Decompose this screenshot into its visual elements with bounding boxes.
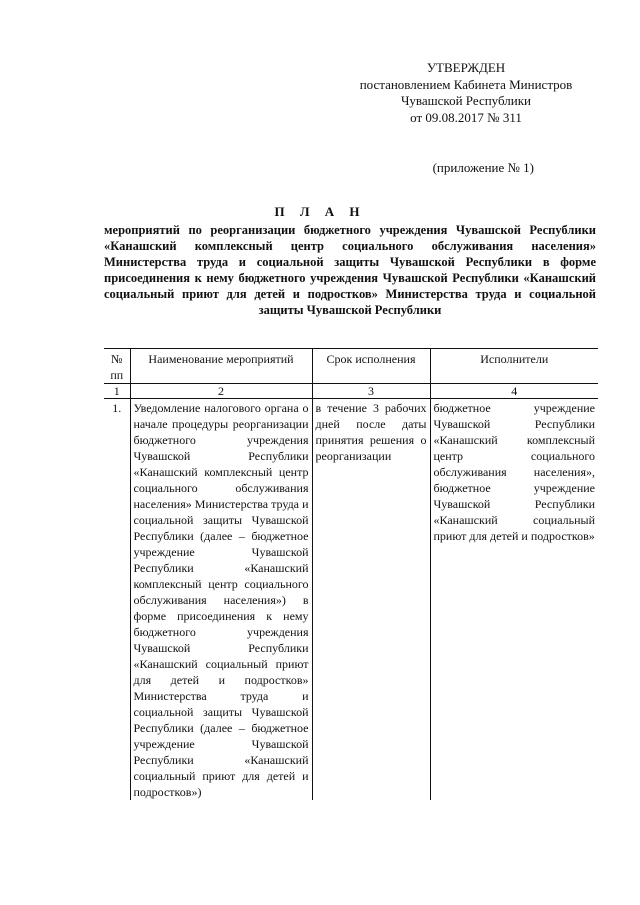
document-title: П Л А Н <box>274 204 366 219</box>
header-deadline: Срок исполнения <box>312 349 430 384</box>
plan-table <box>104 348 598 800</box>
approval-heading: УТВЕРЖДЕН <box>426 60 506 75</box>
column-number-row <box>104 384 598 399</box>
column-number: 4 <box>430 384 598 399</box>
column-number: 1 <box>104 384 130 399</box>
table-row <box>104 399 598 801</box>
column-number: 2 <box>130 384 312 399</box>
approval-line-3: от 09.08.2017 № 311 <box>410 109 522 125</box>
row-number: 1. <box>112 401 122 415</box>
approval-line-1: постановлением Кабинета Министров <box>359 76 573 92</box>
header-number: № пп <box>104 349 130 384</box>
row-deadline: в течение 3 рабочих дней после даты принятия решения о реорганизации <box>312 399 430 801</box>
appendix-note: (приложение № 1) <box>432 160 534 175</box>
row-action: Уведомление налогового органа о начале процедуры реорганизации бюджетного учреждения Чувашской Республики «Канашский комплексный центр социального обслуживания населения» Министерства труда и социальной защиты Чувашской Республики (далее – бюджетное учреждение Чувашской Республики «Канашский комплексный центр социального обслуживания населения») в форме присоединения к нему бюджетного учреждения Чувашской Республики «Канашский социальный приют для детей и подростков» Министерства труда и социальной защиты Чувашской Республики (далее – бюджетное учреждение Чувашской Республики «Канашский социальный приют для детей и подростков») <box>130 399 312 801</box>
column-number: 3 <box>312 384 430 399</box>
document-subtitle: мероприятий по реорганизации бюджетного учреждения Чувашской Республики «Канашский комплексный центр социального обслуживания населения» Министерства труда и социальной защиты Чувашской Республики в форме присоединения к нему бюджетного учреждения Чувашской Республики «Канашский социальный приют для детей и подростков» Министерства труда и социальной защиты Чувашской Республики <box>104 223 596 317</box>
table-header-row <box>104 349 598 384</box>
approval-line-2: Чувашской Республики <box>400 93 532 108</box>
row-executors: бюджетное учреждение Чувашской Республики «Канашский комплексный центр социального обслуживания населения», бюджетное учреждение Чувашской Республики «Канашский социальный приют для детей и подростков» <box>430 399 598 801</box>
header-executors: Исполнители <box>430 349 598 384</box>
header-action: Наименование мероприятий <box>130 349 312 384</box>
approval-block <box>336 60 596 126</box>
